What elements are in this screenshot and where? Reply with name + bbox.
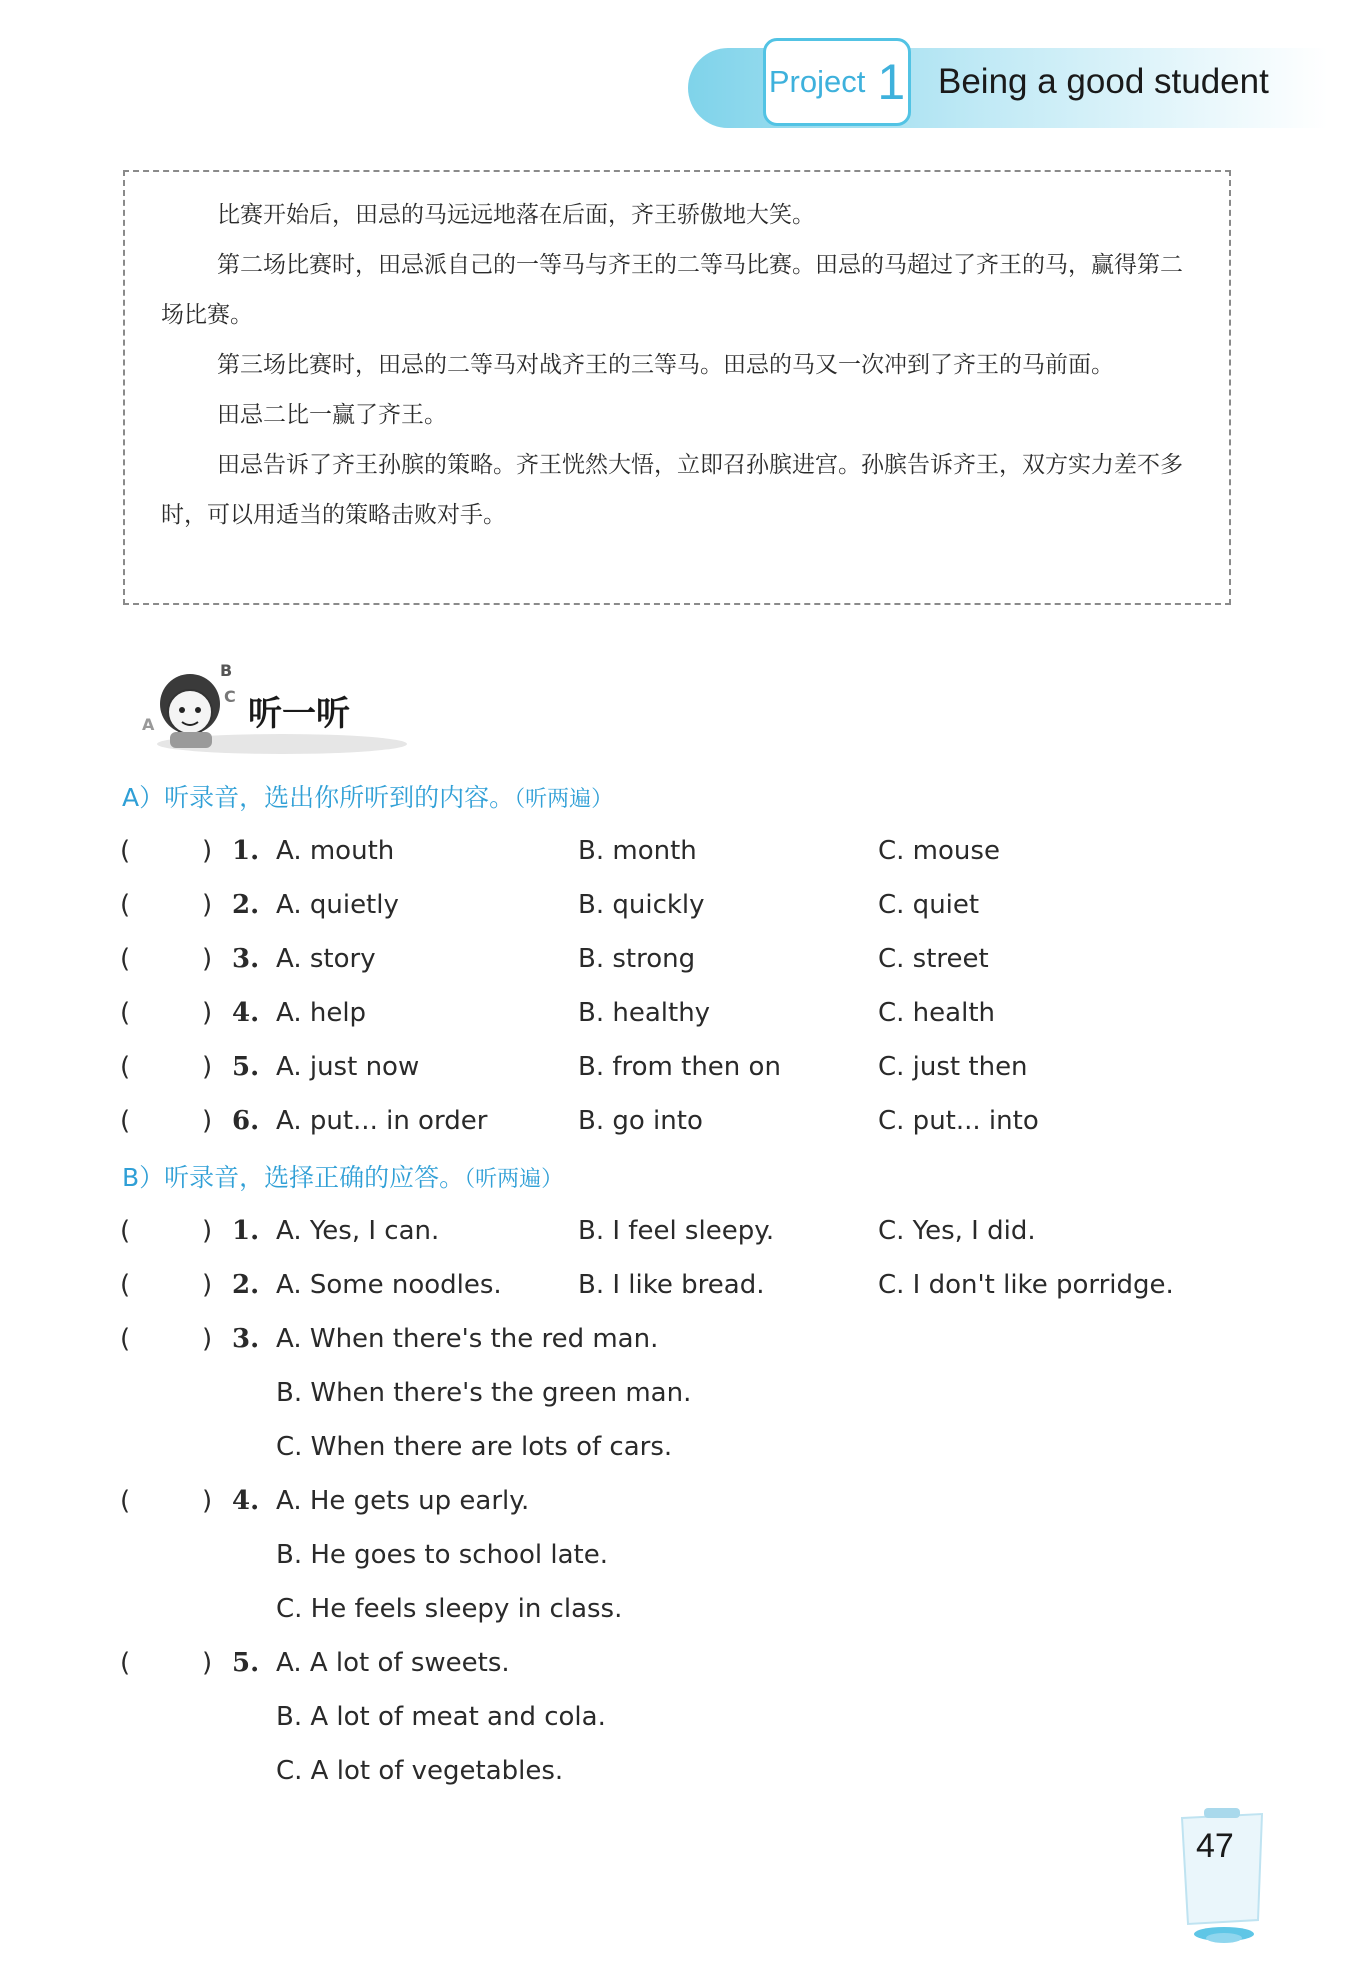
question-number: 4. (232, 998, 260, 1028)
question-number: 3. (232, 944, 260, 974)
option-a: A. Some noodles. (276, 1270, 502, 1300)
project-number: 1 (877, 54, 906, 110)
unit-title: Being a good student (938, 62, 1269, 101)
story-paragraph: 田忌告诉了齐王孙膑的策略。齐王恍然大悟，立即召孙膑进宫。孙膑告诉齐王，双方实力差不多时，可以用适当的策略击败对手。 (161, 452, 1183, 528)
question-row (120, 1052, 1240, 1092)
option-b: B. A lot of meat and cola. (276, 1702, 606, 1732)
question-number: 4. (232, 1486, 260, 1516)
svg-text:B: B (220, 661, 233, 680)
answer-paren-left: ( (120, 1324, 131, 1354)
page-number: 47 (1196, 1827, 1234, 1865)
section-title: 听一听 (248, 694, 350, 734)
question-row (120, 1270, 1240, 1310)
story-paragraph: 比赛开始后，田忌的马远远地落在后面，齐王骄傲地大笑。 (217, 202, 815, 228)
question-number: 5. (232, 1648, 260, 1678)
answer-paren-right: ) (202, 1106, 213, 1136)
option-a: A. quietly (276, 890, 399, 920)
answer-paren-left: ( (120, 944, 131, 974)
answer-paren-left: ( (120, 1270, 131, 1300)
section-b-instruction: B）听录音，选择正确的应答。 (122, 1163, 465, 1192)
question-row (120, 1648, 1240, 1688)
story-box (123, 170, 1231, 605)
option-c: C. I don't like porridge. (878, 1270, 1174, 1300)
svg-text:A: A (142, 715, 155, 734)
option-b: B. quickly (578, 890, 705, 920)
answer-paren-right: ) (202, 1324, 213, 1354)
option-a: A. A lot of sweets. (276, 1648, 510, 1678)
question-number: 2. (232, 890, 260, 920)
question-number: 2. (232, 1270, 260, 1300)
answer-paren-left: ( (120, 1106, 131, 1136)
option-b: B. When there's the green man. (276, 1378, 692, 1408)
option-a: A. Yes, I can. (276, 1216, 440, 1246)
option-c: C. When there are lots of cars. (276, 1432, 673, 1462)
section-b-heading (122, 1158, 563, 1194)
question-number: 1. (232, 836, 260, 866)
option-c: C. A lot of vegetables. (276, 1756, 564, 1786)
answer-paren-right: ) (202, 1486, 213, 1516)
option-b: B. He goes to school late. (276, 1540, 608, 1570)
answer-paren-right: ) (202, 998, 213, 1028)
option-c: C. put... into (878, 1106, 1039, 1136)
option-c: C. health (878, 998, 995, 1028)
option-c: C. mouse (878, 836, 1000, 866)
option-b: B. strong (578, 944, 696, 974)
answer-paren-left: ( (120, 836, 131, 866)
question-row (120, 1486, 1240, 1526)
option-a: A. put... in order (276, 1106, 488, 1136)
svg-text:C: C (224, 687, 236, 706)
question-row (120, 944, 1240, 984)
option-b: B. go into (578, 1106, 703, 1136)
question-row (120, 890, 1240, 930)
answer-paren-right: ) (202, 1216, 213, 1246)
option-a: A. story (276, 944, 376, 974)
option-b: B. I feel sleepy. (578, 1216, 775, 1246)
question-number: 6. (232, 1106, 260, 1136)
story-paragraph: 第二场比赛时，田忌派自己的一等马与齐王的二等马比赛。田忌的马超过了齐王的马，赢得第二场比赛。 (161, 252, 1183, 328)
option-b: B. from then on (578, 1052, 781, 1082)
answer-paren-left: ( (120, 1216, 131, 1246)
answer-paren-right: ) (202, 890, 213, 920)
question-number: 5. (232, 1052, 260, 1082)
answer-paren-left: ( (120, 890, 131, 920)
answer-paren-left: ( (120, 1052, 131, 1082)
project-badge (763, 38, 911, 126)
option-b: B. I like bread. (578, 1270, 765, 1300)
answer-paren-right: ) (202, 1270, 213, 1300)
answer-paren-right: ) (202, 1648, 213, 1678)
option-a: A. When there's the red man. (276, 1324, 659, 1354)
section-a-instruction: A）听录音，选出你所听到的内容。 (122, 783, 515, 812)
project-label: Project (768, 64, 866, 99)
section-b-note: （听两遍） (464, 1167, 564, 1192)
answer-paren-left: ( (120, 998, 131, 1028)
answer-paren-left: ( (120, 1648, 131, 1678)
question-number: 3. (232, 1324, 260, 1354)
page-number-decoration (1162, 1800, 1282, 1950)
option-c: C. Yes, I did. (878, 1216, 1036, 1246)
option-b: B. month (578, 836, 697, 866)
option-a: A. just now (276, 1052, 420, 1082)
option-c: C. He feels sleepy in class. (276, 1594, 623, 1624)
section-a-note: （听两遍） (514, 787, 614, 812)
option-a: A. mouth (276, 836, 395, 866)
answer-paren-left: ( (120, 1486, 131, 1516)
option-c: C. just then (878, 1052, 1028, 1082)
section-a-heading (122, 778, 613, 814)
answer-paren-right: ) (202, 836, 213, 866)
answer-paren-right: ) (202, 944, 213, 974)
option-c: C. quiet (878, 890, 980, 920)
question-row (120, 1324, 1240, 1364)
question-number: 1. (232, 1216, 260, 1246)
option-c: C. street (878, 944, 989, 974)
answer-paren-right: ) (202, 1052, 213, 1082)
option-a: A. help (276, 998, 367, 1028)
question-row (120, 1216, 1240, 1256)
question-row (120, 998, 1240, 1038)
question-row (120, 1106, 1240, 1146)
option-a: A. He gets up early. (276, 1486, 530, 1516)
question-row (120, 836, 1240, 876)
story-paragraph: 田忌二比一赢了齐王。 (217, 402, 447, 428)
story-paragraph: 第三场比赛时，田忌的二等马对战齐王的三等马。田忌的马又一次冲到了齐王的马前面。 (217, 352, 1114, 378)
option-b: B. healthy (578, 998, 711, 1028)
